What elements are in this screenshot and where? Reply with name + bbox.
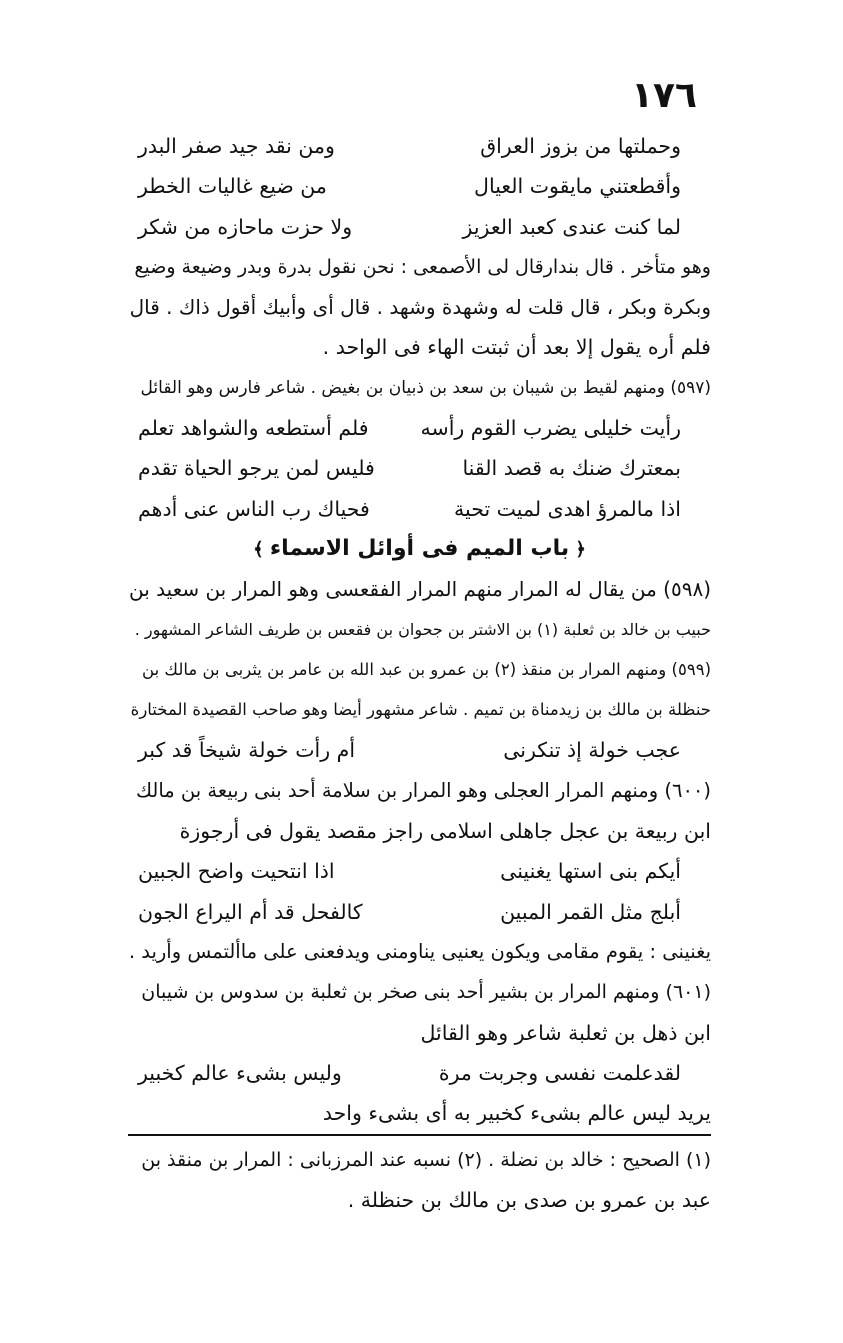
prose-line: يريد ليس عالم بشىء كخبير به أى بشىء واحد <box>322 1101 711 1126</box>
prose-line: ابن ذهل بن ثعلبة شاعر وهو القائل <box>420 1020 711 1045</box>
footnote-line: (١) الصحيح : خالد بن نضلة . (٢) نسبه عند المرزبانى : المرار بن منقذ بن <box>141 1149 711 1171</box>
verse-second-hemistich: اذا انتحيت واضح الجبين <box>138 859 335 884</box>
prose-line: ابن ربيعة بن عجل جاهلى اسلامى راجز مقصد يقول فى أرجوزة <box>179 819 711 844</box>
prose-line: (٦٠١) ومنهم المرار بن بشير أحد بنى صخر بن ثعلبة بن سدوس بن شيبان <box>141 981 711 1004</box>
verse-first-hemistich: أيكم بنى استها يغنينى <box>500 859 681 884</box>
page-number: ١٧٦ <box>631 75 697 116</box>
footnote-divider <box>128 1134 711 1136</box>
footnotes <box>128 1140 711 1221</box>
prose-line: (٥٩٩) ومنهم المرار بن منقذ (٢) بن عمرو بن عبد الله بن عامر بن يثربى بن مالك بن <box>142 659 711 679</box>
verse-first-hemistich: وأقطعتني مايقوت العيال <box>474 174 681 199</box>
verse-line <box>128 166 711 206</box>
verse-first-hemistich: لما كنت عندى كعبد العزيز <box>462 214 681 239</box>
verse-line <box>128 207 711 247</box>
main-text <box>128 126 711 1133</box>
verse-first-hemistich: عجب خولة إذ تنكرنى <box>503 738 681 763</box>
prose-line: يغنينى : يقوم مقامى ويكون يعنيى يناومنى ويدفعنى على ماألتمس وأريد . <box>128 939 711 963</box>
prose-line: وهو متأخر . قال بندارقال لى الأصمعى : نحن نقول بدرة وبدر وضيعة وضيع <box>134 255 711 278</box>
verse-line <box>128 126 711 166</box>
verse-second-hemistich: ولا حزت ماحازه من شكر <box>138 214 353 239</box>
verse-second-hemistich: فحياك رب الناس عنى أدهم <box>138 496 370 521</box>
verse-second-hemistich: وليس بشىء عالم كخبير <box>138 1060 342 1085</box>
verse-first-hemistich: اذا مالمرؤ اهدى لميت تحية <box>454 496 681 521</box>
prose-line: فلم أره يقول إلا بعد أن ثبتت الهاء فى الواحد . <box>322 335 711 360</box>
verse-second-hemistich: ومن نقد جيد صفر البدر <box>138 134 335 158</box>
verse-line <box>128 448 711 488</box>
verse-first-hemistich: بمعترك ضنك به قصد القنا <box>462 456 681 481</box>
verse-first-hemistich: أبلج مثل القمر المبين <box>500 899 681 924</box>
verse-second-hemistich: فليس لمن يرجو الحياة تقدم <box>138 456 375 481</box>
section-heading-text: باب الميم فى أوائل الاسماء <box>269 535 570 561</box>
verse-second-hemistich: فلم أستطعه والشواهد تعلم <box>138 416 369 441</box>
prose-line: وبكرة وبكر ، قال قلت له وشهدة وشهد . قال أى وأبيك أقول ذاك . قال <box>129 295 711 320</box>
verse-first-hemistich: رأيت خليلى يضرب القوم رأسه <box>420 416 681 441</box>
verse-line <box>128 851 711 891</box>
verse-second-hemistich: أم رأت خولة شيخاً قد كبر <box>138 738 356 763</box>
ornament-right: ﴾ <box>253 538 270 560</box>
prose-line: (٥٩٨) من يقال له المرار منهم المرار الفقعسى وهو المرار بن سعيد بن <box>129 577 711 602</box>
verse-second-hemistich: كالفحل قد أم اليراع الجون <box>138 899 363 924</box>
prose-line: (٦٠٠) ومنهم المرار العجلى وهو المرار بن سلامة أحد بنى ربيعة بن مالك <box>135 778 711 802</box>
verse-line <box>128 1053 711 1093</box>
section-heading <box>128 529 711 569</box>
footnote-line: عبد بن عمرو بن صدى بن مالك بن حنظلة . <box>347 1188 711 1213</box>
verse-line <box>128 408 711 448</box>
verse-first-hemistich: وحملتها من بزوز العراق <box>480 134 681 158</box>
prose-line: حبيب بن خالد بن ثعلبة (١) بن الاشتر بن جحوان بن فقعس بن طريف الشاعر المشهور . <box>134 619 711 639</box>
verse-line <box>128 892 711 932</box>
ornament-left: ﴿ <box>569 538 586 560</box>
verse-line <box>128 730 711 770</box>
verse-line <box>128 489 711 529</box>
verse-first-hemistich: لقدعلمت نفسى وجربت مرة <box>438 1060 681 1085</box>
prose-line: (٥٩٧) ومنهم لقيط بن شيبان بن سعد بن ذبيان بن بغيض . شاعر فارس وهو القائل <box>140 377 711 398</box>
verse-second-hemistich: من ضيع غاليات الخطر <box>138 174 327 199</box>
prose-line: حنظلة بن مالك بن زيدمناة بن تميم . شاعر مشهور أيضا وهو صاحب القصيدة المختارة <box>130 700 711 720</box>
